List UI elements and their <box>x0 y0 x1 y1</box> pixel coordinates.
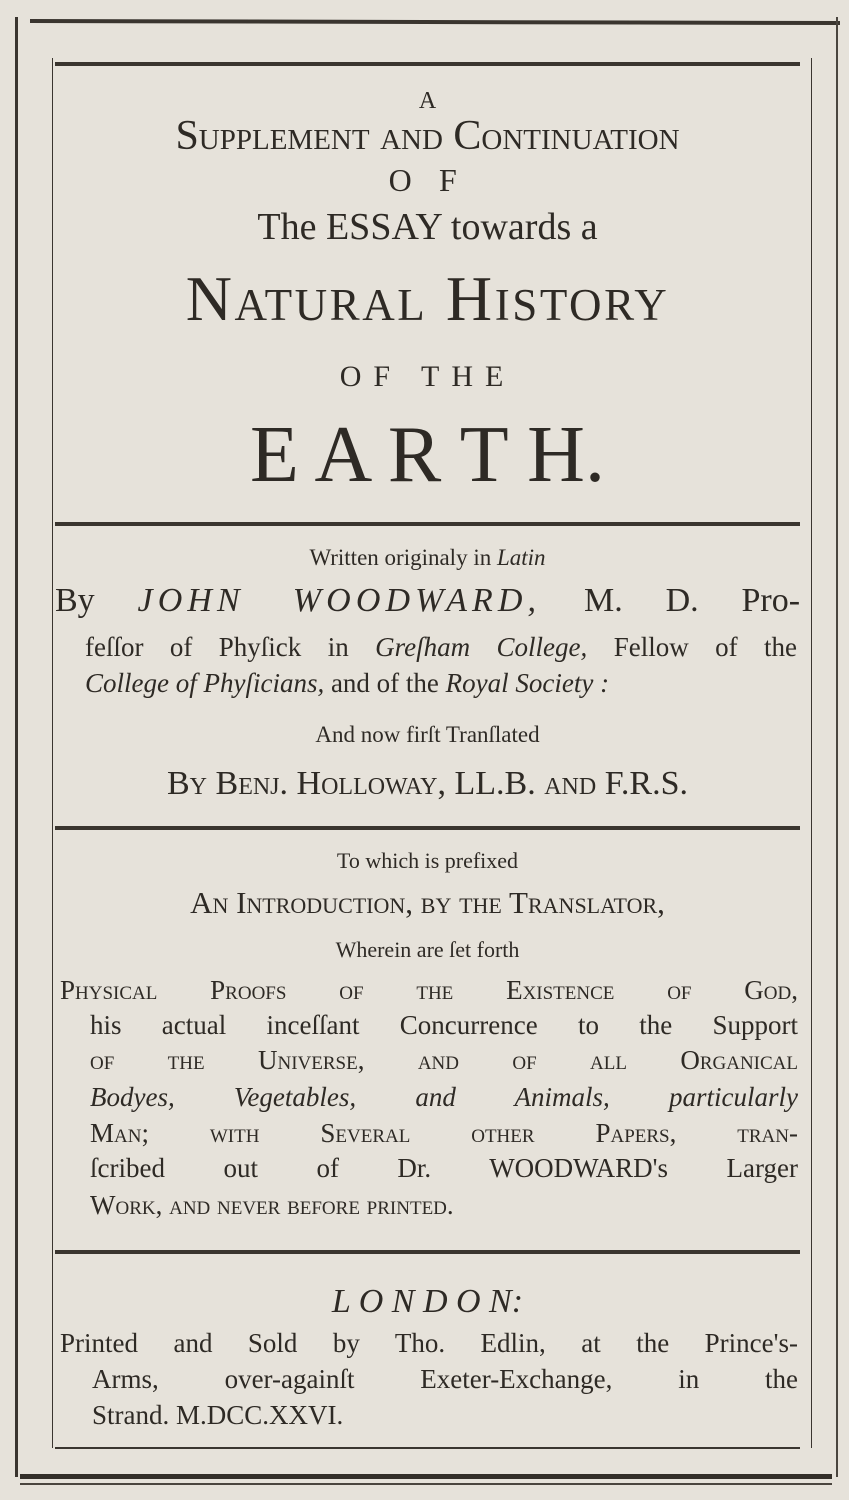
top-rule <box>55 62 800 66</box>
city-line: L O N D O N: <box>331 1283 524 1320</box>
desc-line-4: Bodyes, Vegetables, and Animals, particularly <box>90 1082 798 1112</box>
imprint-line-2: Arms, over-againſt Exeter-Exchange, in the <box>92 1364 798 1394</box>
desc-line-2: his actual inceſſant Concurrence to the Support <box>90 1010 798 1040</box>
supplement-line: Supplement and Continuation <box>175 113 680 159</box>
author-line: By JOHN WOODWARD, M. D. Pro- <box>55 582 801 619</box>
desc-line-7: Work, and never before printed. <box>90 1190 454 1220</box>
author-line-3: College of Phyſicians, and of the Royal Society : <box>85 668 610 698</box>
desc-line-5: Man; with Several other Papers, tran- <box>90 1118 798 1148</box>
outer-border-bottom-2 <box>20 1483 832 1485</box>
desc-line-6: ſcribed out of Dr. WOODWARD's Larger <box>90 1153 798 1183</box>
translator-line: By Benj. Holloway, LL.B. and F.R.S. <box>167 765 688 802</box>
desc-line-3: of the Universe, and of all Organical <box>90 1045 798 1075</box>
prefixed-line: To which is prefixed <box>336 848 519 873</box>
author-line-2: feſſor of Phyſick in Greſham College, Fellow of the <box>85 632 798 662</box>
wherein-line: Wherein are ſet forth <box>335 937 520 962</box>
translated-line: And now firſt Tranſlated <box>315 722 540 747</box>
article: A <box>418 88 437 114</box>
written-line: Written originaly in Latin <box>309 545 546 570</box>
essay-line: The ESSAY towards a <box>257 206 598 248</box>
imprint-line-3: Strand. M.DCC.XXVI. <box>92 1400 344 1430</box>
imprint-line-1: Printed and Sold by Tho. Edlin, at the Prince's- <box>60 1328 798 1358</box>
earth-title: E A R T H. <box>250 411 605 499</box>
bottom-inner-rule <box>55 1447 800 1449</box>
of-the: OF THE <box>339 360 516 393</box>
desc-line-1: Physical Proofs of the Existence of God, <box>60 975 798 1005</box>
rule-3 <box>55 1250 800 1254</box>
rule-1 <box>55 522 800 526</box>
of-line: O F <box>388 162 467 198</box>
introduction-line: An Introduction, by the Tranſlator, <box>190 885 665 920</box>
outer-border-bottom <box>20 1474 832 1479</box>
rule-2 <box>55 826 800 830</box>
main-title: Natural History <box>185 263 670 334</box>
